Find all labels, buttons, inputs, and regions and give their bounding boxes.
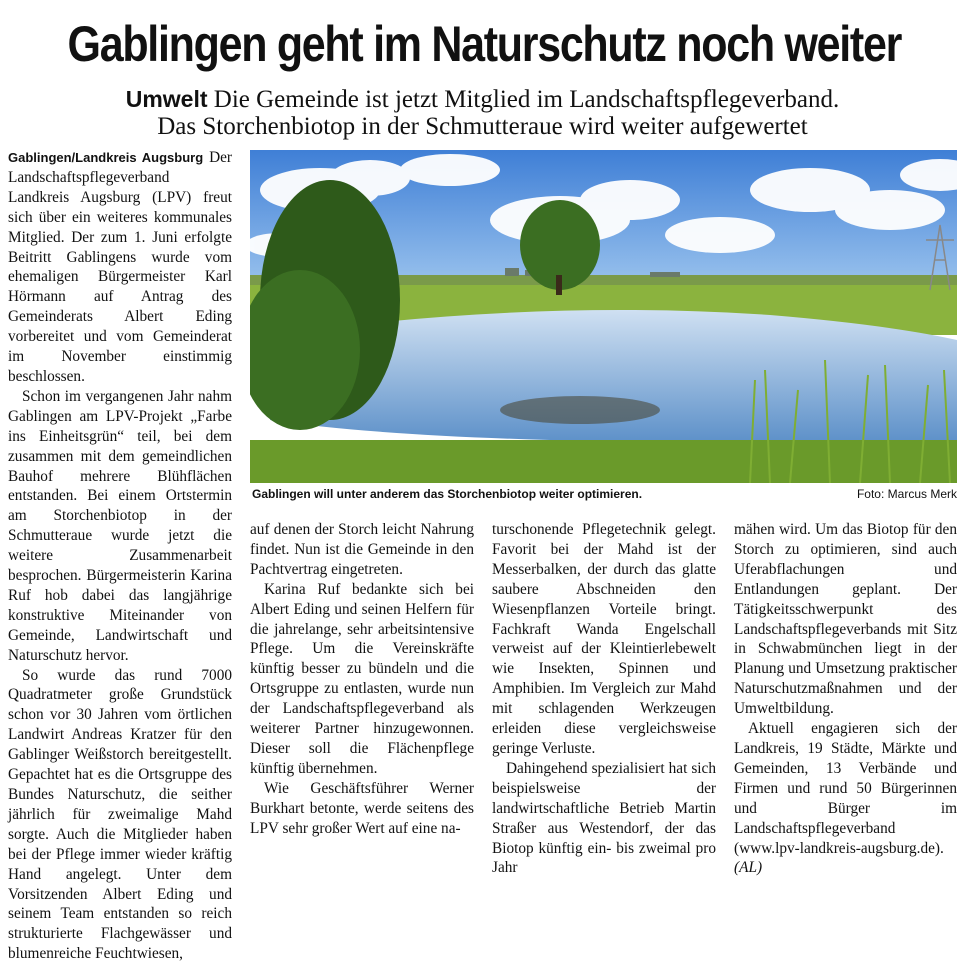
photo-caption: Gablingen will unter anderem das Storchenbiotop weiter optimieren. bbox=[252, 487, 643, 501]
paragraph: Dahingehend spezialisiert hat sich beispielsweise der landwirtschaftliche Betrieb Martin Straßer aus Westendorf, der das Biotop künftig ein- bis zweimal pro Jahr bbox=[492, 759, 716, 877]
article-column-4 bbox=[734, 520, 957, 878]
paragraph-text: Aktuell engagieren sich der Landkreis, 19 Städte, Märkte und Gemeinden, 13 Verbände und Firmen und rund 50 Bürgerinnen und Bürger im Landschaftspflegeverband (www.lpv-landkreis-augsburg.de). bbox=[734, 720, 957, 857]
deck-kicker: Umwelt bbox=[125, 86, 208, 112]
paragraph: Schon im vergangenen Jahr nahm Gablingen am LPV-Projekt „Farbe ins Einheitsgrün“ teil, bei dem zusammen mit dem gemeindlichen Bauhof mehrere Blühflächen entstanden. Bei einem Ortstermin am Storchenbiotop in der Schmutteraue wurde jetzt die weitere Zusammenarbeit besprochen. Bürgermeisterin Karina Ruf hob dabei das langjährige konstruktive Miteinander von Gemeinde, Landwirtschaft und Naturschutz hervor. bbox=[8, 387, 232, 664]
paragraph: turschonende Pflegetechnik gelegt. Favorit bei der Mahd ist der Messerbalken, der durch das glatte saubere Abschneiden den Wiesenpflanzen Vorteile bringt. Fachkraft Wanda Engelschall verweist auf der Kleintierlebewelt wie Insekten, Spinnen und Amphibien. Im Vergleich zur Mahd mit schlagenden Werkzeugen erleiden diese vergleichsweise geringe Verluste. bbox=[492, 521, 716, 757]
paragraph bbox=[734, 719, 957, 878]
paragraph: mähen wird. Um das Biotop für den Storch zu optimieren, sind auch Uferabflachungen und Entlandungen geplant. Der Tätigkeitsschwerpunkt des Landschaftspflegeverbands mit Sitz in Schwabmünchen liegt in der Planung und Umsetzung praktischer Naturschutzmaßnahmen und der Umweltbildung. bbox=[734, 521, 957, 718]
dateline: Gablingen/Landkreis Augsburg bbox=[8, 150, 204, 165]
deck-subtitle-2: Das Storchenbiotop in der Schmutteraue wird weiter aufgewertet bbox=[157, 113, 808, 140]
paragraph bbox=[8, 148, 232, 387]
deck-subtitle-1: Die Gemeinde ist jetzt Mitglied im Landschaftspflegeverband. bbox=[213, 86, 840, 113]
paragraph: Karina Ruf bedankte sich bei Albert Eding und seinen Helfern für die jahrelange, sehr arbeitsintensive Pflege. Um die Vereinskräfte künftig besser zu bündeln und die Ortsgruppe zu entlasten, wurde nun der Landschaftspflegeverband als weiterer Partner hinzugewonnen. Dieser soll die Flächenpflege künftig übernehmen. bbox=[250, 580, 474, 777]
landscape-photo-illustration bbox=[250, 150, 957, 483]
paragraph: So wurde das rund 7000 Quadratmeter große Grundstück schon vor 30 Jahren vom örtlichen Landwirt Andreas Kratzer für den Gablinger Weißstorch bereitgestellt. Gepachtet hat es die Ortsgruppe des Bundes Naturschutz, die seither jährlich für zweimalige Mahd sorgte. Auch die Mitglieder haben bei der Pflege immer wieder kräftig Hand angelegt. Unter dem Vorsitzenden Albert Eding und seinem Team entstanden so reich strukturierte Flachgewässer und blumenreiche Feuchtwiesen, bbox=[8, 666, 232, 963]
photo-credit: Foto: Marcus Merk bbox=[856, 487, 957, 501]
storchenbiotop-photo bbox=[250, 150, 957, 483]
article-column-1 bbox=[8, 148, 232, 964]
paragraph-text: Der Landschaftspflegeverband Landkreis Augsburg (LPV) freut sich über ein weiteres kommunales Mitglied. Der zum 1. Juni erfolgte Beitritt Gablingens wurde vom ehemaligen Bürgermeister Karl Hörmann auf Antrag des Gemeinderats Albert Eding vorbereitet und vom Gemeinderat im November einstimmig beschlossen. bbox=[8, 149, 232, 385]
article-column-3 bbox=[492, 520, 716, 878]
author-signature: (AL) bbox=[734, 859, 763, 877]
paragraph: auf denen der Storch leicht Nahrung findet. Nun ist die Gemeinde in den Pachtvertrag eingetreten. bbox=[250, 521, 474, 578]
paragraph: Wie Geschäftsführer Werner Burkhart betonte, werde seitens des LPV sehr großer Wert auf eine na- bbox=[250, 779, 474, 837]
article-column-2 bbox=[250, 520, 474, 839]
deck-line-1 bbox=[0, 86, 965, 113]
headline: Gablingen geht im Naturschutz noch weiter bbox=[67, 16, 902, 72]
photo-caption-bar bbox=[250, 487, 957, 505]
